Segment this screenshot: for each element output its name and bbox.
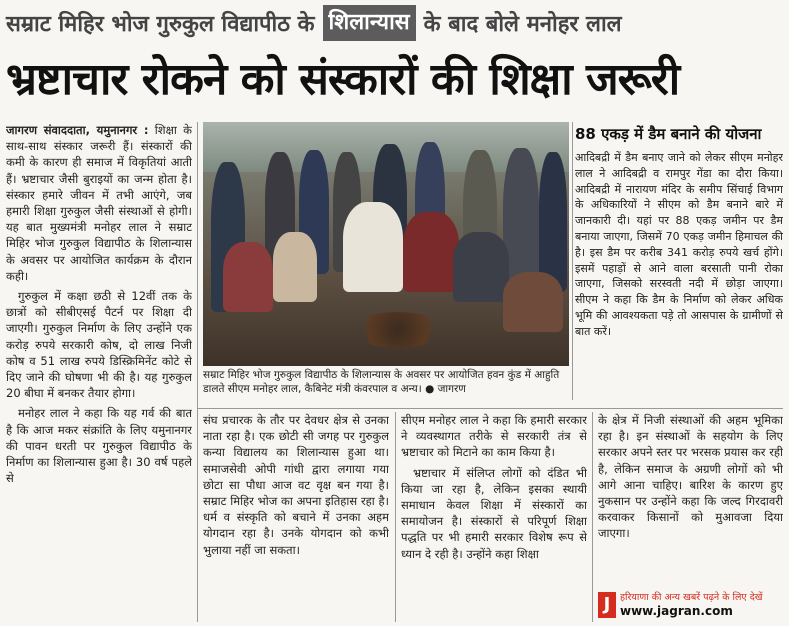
byline: जागरण संवाददाता, यमुनानगर :	[6, 123, 149, 137]
sidebar-heading: 88 एकड़ में डैम बनाने की योजना	[575, 125, 762, 143]
section-divider	[197, 408, 783, 409]
paragraph: गुरुकुल में कक्षा छठी से 12वीं तक के छात्रों को सीबीएसई पैटर्न पर शिक्षा दी जाएगी। गुरुकुल निर्माण के लिए उन्होंने एक करोड़ रुपये सरकारी कोष, दो लाख निजी कोष व 51 लाख रुपये डिस्क्रिमिनेंट कोटे से दिए जाने की घोषणा भी की है। यह गुरुकुल 20 बीघा में बनकर तैयार होगा।	[6, 289, 192, 401]
kicker-text-before: सम्राट मिहिर भोज गुरुकुल विद्यापीठ के	[6, 12, 315, 37]
paragraph: सीएम मनोहर लाल ने कहा कि हमारी सरकार ने व्यवस्थागत तरीके से सरकारी तंत्र से भ्रष्टाचार को मिटाने का काम किया है।	[401, 413, 587, 460]
paragraph: संघ प्रचारक के तौर पर देवधर क्षेत्र से उनका नाता रहा है। एक छोटी सी जगह पर गुरुकुल कन्या विद्यालय का शिलान्यास हुआ था। समाजसेवी ओपी गांधी द्वारा लगाया गया छोटा सा पौधा आज वट वृक्ष बन गया है। सम्राट मिहिर भोज का अपना इतिहास रहा है। धर्म व संस्कृति को बचाने में उनका अहम योगदान रहा है। उनके योगदान को कभी भुलाया नहीं जा सकता।	[203, 413, 389, 557]
news-photo	[203, 122, 569, 366]
jagran-logo-icon: J	[598, 592, 616, 618]
paragraph: मनोहर लाल ने कहा कि यह गर्व की बात है कि आज मकर संक्रांति के लिए यमुनानगर की पावन धरती पर गुरुकुल विद्यापीठ के निर्माण का शिलान्यास हुआ है। 30 वर्ष पहले से	[6, 406, 192, 486]
kicker-text-after: के बाद बोले मनोहर लाल	[423, 12, 622, 37]
paragraph-text: शिक्षा के साथ-साथ संस्कार जरूरी हैं। संस्कारों की कमी के कारण ही समाज में विकृतियां आती हैं। भ्रष्टाचार जैसी बुराइयों का जन्म होता है। संस्कार हमारे जीवन में तभी आएंगे, जब हमारी शिक्षा गुरुकुल जैसी संस्थाओं से होगी। यह बात मुख्यमंत्री मनोहर लाल ने सम्राट मिहिर भोज गुरुकुल विद्यापीठ के शिलान्यास के अवसर पर आयोजित कार्यक्रम के दौरान कही।	[6, 123, 192, 283]
column-1	[6, 122, 192, 622]
column-3	[401, 412, 587, 622]
sidebar-divider	[572, 122, 573, 400]
jagran-url-link[interactable]: www.jagran.com	[620, 604, 733, 618]
column-4	[598, 412, 783, 588]
paragraph: भ्रष्टाचार में संलिप्त लोगों को दंडित भी किया जा रहा है, लेकिन इसका स्थायी समाधान केवल शिक्षा में संस्कारों का समायोजन है। संस्कारों से परिपूर्ण शिक्षा पद्धति पर भी हमारी सरकार विशेष रूप से ध्यान दे रही है। उन्होंने कहा शिक्षा	[401, 465, 587, 561]
kicker-highlight: शिलान्यास	[323, 5, 416, 41]
sidebar-body	[575, 150, 783, 402]
column-divider	[592, 412, 593, 622]
paragraph: आदिबद्री में डैम बनाए जाने को लेकर सीएम मनोहर लाल ने आदिबद्री व रामपुर गेंडा का दौरा किया। आदिबद्री में नारायण मंदिर के समीप सिंचाई विभाग के अधिकारियों ने सीएम को डैम बनाने बारे में जानकारी दी। यहां पर 88 एकड़ जमीन पर डैम बनाया जाएगा, जिसमें 70 एकड़ जमीन हिमाचल की है। इस डैम पर करीब 341 करोड़ रुपये खर्च होंगे। इसमें पहाड़ों से आने वाला बरसाती पानी रोका जाएगा, जिसको सरस्वती नदी में छोड़ा जाएगा। सीएम ने कहा कि डैम के निर्माण को लेकर अधिक भूमि की आवश्यकता पड़े तो आसपास के ग्रामीणों से बात करें।	[575, 151, 783, 338]
promo-text: हरियाणा की अन्य खबरें पढ़ने के लिए देखें	[620, 592, 763, 603]
kicker-line	[6, 4, 783, 42]
jagran-promo[interactable]	[598, 590, 783, 620]
column-divider	[395, 412, 396, 622]
paragraph: के क्षेत्र में निजी संस्थाओं की अहम भूमिका रहा है। इन संस्थाओं के सहयोग के लिए सरकार अपने स्तर पर भरसक प्रयास कर रही है, लेकिन समाज के अग्रणी लोगों को भी आगे आना चाहिए। बारिश के कारण हुए नुकसान पर उन्होंने कहा कि जल्द गिरदावरी करवाकर किसानों को मुआवजा दिया जाएगा।	[598, 413, 783, 541]
photo-caption: सम्राट मिहिर भोज गुरुकुल विद्यापीठ के शिलान्यास के अवसर पर आयोजित हवन कुंड में आहुति डालते सीएम मनोहर लाल, कैबिनेट मंत्री कंवरपाल व अन्य। ● जागरण	[203, 369, 560, 395]
column-2	[203, 412, 389, 622]
column-divider	[197, 122, 198, 622]
headline: भ्रष्टाचार रोकने को संस्कारों की शिक्षा जरूरी	[6, 54, 680, 105]
paragraph	[6, 122, 192, 284]
